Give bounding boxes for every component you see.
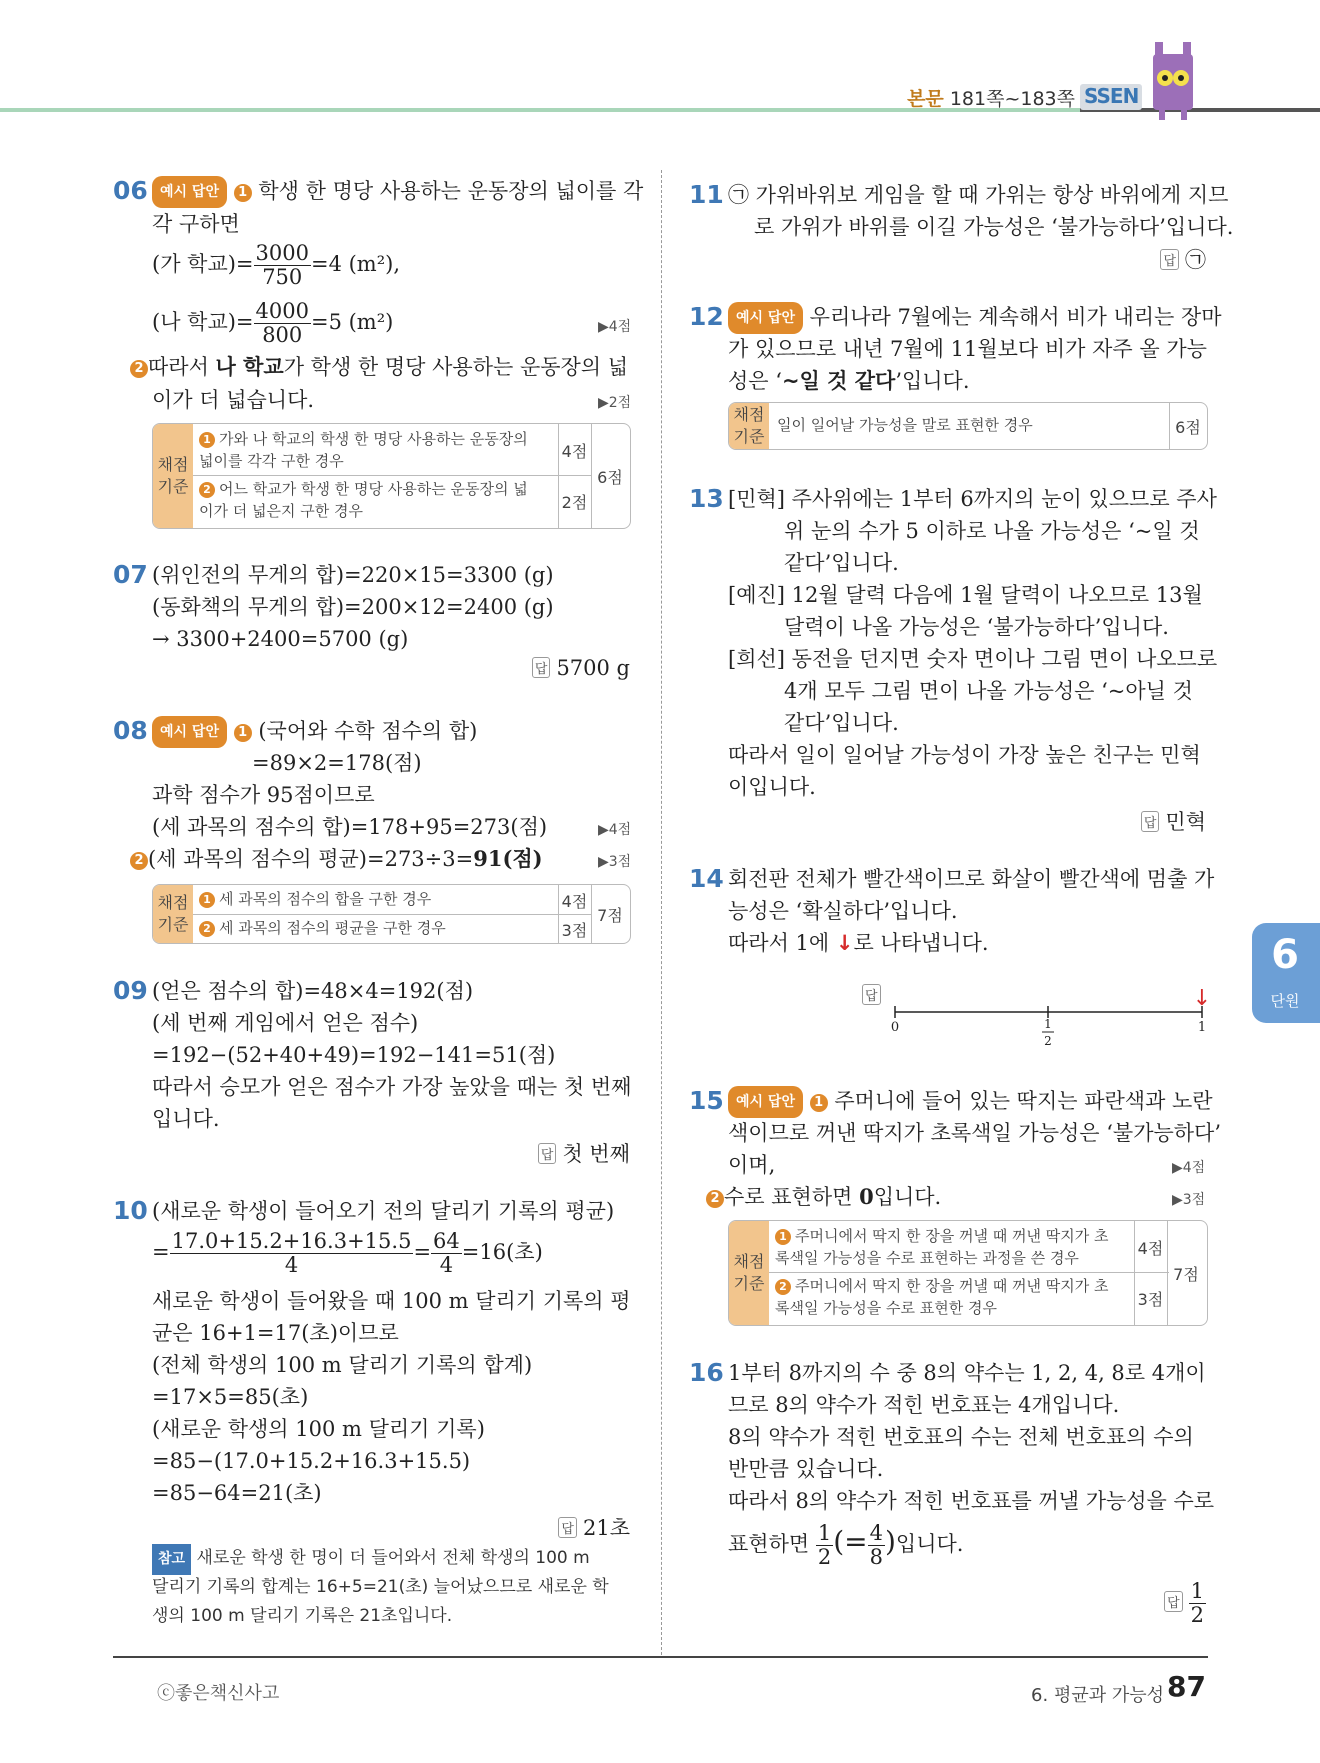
example-answer-badge: 예시 답안	[152, 176, 227, 208]
q08-line-2: =89×2=178(점)	[252, 751, 422, 775]
scoring-text: 세 과목의 점수의 합을 구한 경우	[219, 890, 432, 908]
answer-line	[532, 656, 630, 680]
scoring-text: 주머니에서 딱지 한 장을 꺼낼 때 꺼낸 딱지가 초	[795, 1227, 1109, 1245]
column-divider	[661, 170, 662, 1655]
q14-line-2: 능성은 ‘확실하다’입니다.	[728, 899, 958, 923]
question-number: 12	[689, 302, 724, 331]
row-points: 4점	[561, 442, 588, 461]
row-points: 4점	[1137, 1239, 1164, 1258]
numerator: 4000	[255, 299, 309, 323]
note-line-2: 달리기 기록의 합계는 16+5=21(초) 늘어났으므로 새로운 학	[152, 1577, 609, 1597]
answer-line	[558, 1512, 630, 1542]
scoring-text: 록색일 가능성을 수로 표현하는 과정을 쓴 경우	[775, 1249, 1079, 1267]
question-number: 15	[689, 1086, 724, 1115]
score-label-2: 기준	[733, 427, 765, 446]
q13-line-1: [민혁] 주사위에는 1부터 6까지의 눈이 있으므로 주사	[728, 487, 1217, 511]
q16-line-2: 므로 8의 약수가 적힌 번호표는 4개입니다.	[728, 1393, 1120, 1417]
marker-arrow-icon: ↓	[1192, 986, 1212, 1011]
answer-icon: 답	[1164, 1591, 1183, 1612]
q09-line-4: 따라서 승모가 얻은 점수가 가장 높았을 때는 첫 번째	[152, 1075, 632, 1099]
denominator: 750	[262, 265, 303, 290]
denominator: 8	[869, 1545, 883, 1570]
q08-line-5	[130, 844, 543, 874]
q06-l5b: 나 학교	[215, 355, 284, 379]
answer-icon: 답	[532, 657, 551, 678]
row-points: 3점	[561, 921, 588, 940]
q08-text: (국어와 수학 점수의 합)	[258, 719, 478, 743]
denominator: 800	[262, 323, 303, 348]
q10-eq-post: =16(초)	[461, 1240, 543, 1265]
row-points: 4점	[561, 892, 588, 911]
numerator: 4	[869, 1521, 883, 1545]
scoring-table	[152, 423, 631, 529]
note-badge: 참고	[152, 1544, 191, 1575]
scoring-row-2	[199, 917, 446, 939]
q06-line-2: 각 구하면	[152, 212, 240, 236]
scoring-text: 어느 학교가 학생 한 명당 사용하는 운동장의 넓	[219, 480, 528, 498]
scoring-label	[729, 403, 769, 449]
q06-na-left: (나 학교)=	[152, 310, 254, 335]
q14-line-1: 회전판 전체가 빨간색이므로 화살이 빨간색에 멈출 가	[728, 867, 1215, 891]
chapter-title: 6. 평균과 가능성	[1031, 1685, 1164, 1706]
numerator: 1	[1190, 1579, 1204, 1603]
points-marker: ▶4점	[1172, 1160, 1206, 1176]
q15-l4b: 0	[859, 1184, 874, 1209]
fraction	[1189, 1580, 1206, 1627]
total-points: 6점	[1175, 418, 1201, 437]
note-line-1	[152, 1544, 590, 1575]
q08-line-3: 과학 점수가 95점이므로	[152, 783, 375, 807]
answer-icon: 답	[1160, 249, 1179, 270]
fraction	[868, 1522, 885, 1569]
points-marker: ▶4점	[598, 822, 632, 838]
table-divider	[769, 1272, 1169, 1273]
down-arrow-icon: ↓	[835, 931, 854, 955]
q06-line-5	[130, 352, 628, 382]
answer-icon: 답	[558, 1517, 577, 1538]
q06-line-1	[152, 176, 643, 208]
q16-line-1: 1부터 8까지의 수 중 8의 약수는 1, 2, 4, 8로 4개이	[728, 1361, 1206, 1385]
tick-label-0: 0	[890, 1020, 900, 1035]
q10-line-7: (새로운 학생의 100 m 달리기 기록)	[152, 1417, 485, 1441]
answer-line	[1141, 806, 1206, 836]
q11-line-1: ㉠ 가위바위보 게임을 할 때 가위는 항상 바위에게 지므	[728, 183, 1229, 207]
denominator: 4	[439, 1253, 454, 1278]
q13-line-3: 같다’입니다.	[784, 551, 899, 575]
q15-l4c: 입니다.	[873, 1185, 942, 1209]
brand-logo: SSEN	[1084, 84, 1139, 108]
points-marker: ▶3점	[598, 854, 632, 870]
question-number: 06	[113, 176, 148, 205]
fraction	[170, 1230, 414, 1277]
equals: =	[413, 1240, 432, 1265]
q14-l3b: 로 나타냅니다.	[853, 931, 989, 955]
q06-ga-equation	[152, 242, 400, 289]
table-divider	[193, 914, 592, 915]
denominator: 4	[284, 1253, 299, 1278]
q06-text: 학생 한 명당 사용하는 운동장의 넓이를 각	[258, 179, 644, 203]
q10-line-9: =85−64=21(초)	[152, 1481, 322, 1505]
header-page-range	[907, 84, 1075, 111]
fraction	[254, 242, 311, 289]
score-label-1: 채점	[733, 1252, 765, 1271]
q09-line-3: =192−(52+40+49)=192−141=51(점)	[152, 1043, 556, 1067]
q16-line-4: 반만큼 있습니다.	[728, 1457, 884, 1481]
q08-line-4: (세 과목의 점수의 합)=178+95=273(점)	[152, 815, 548, 839]
example-answer-badge: 예시 답안	[728, 302, 803, 334]
q06-l5c: 가 학생 한 명당 사용하는 운동장의 넓	[283, 355, 629, 379]
q12-l3c: ’입니다.	[895, 369, 970, 393]
q06-ga-right: =4 (m²),	[310, 252, 400, 277]
scoring-row-1	[775, 1225, 1108, 1269]
header-range-pages: 181쪽~183쪽	[949, 88, 1075, 110]
q12-line-1	[728, 302, 1222, 334]
equals: =	[152, 1240, 170, 1265]
q09-line-2: (세 번째 게임에서 얻은 점수)	[152, 1011, 419, 1035]
tick-label-half-den: 2	[1044, 1034, 1052, 1048]
header-range-label: 본문	[907, 88, 944, 110]
score-label-2: 기준	[733, 1274, 765, 1293]
q12-l3b: ~일 것 같다	[781, 369, 896, 393]
numerator: 17.0+15.2+16.3+15.5	[171, 1229, 412, 1253]
q16-l6a: 표현하면	[728, 1532, 816, 1557]
q13-line-4: [예진] 12월 달력 다음에 1월 달력이 나오므로 13월	[728, 583, 1203, 607]
q10-equation	[152, 1230, 543, 1277]
numerator: 64	[433, 1229, 460, 1253]
chapter-tab-label: 단원	[1270, 992, 1300, 1010]
row-points: 2점	[561, 493, 588, 512]
score-label-2: 기준	[157, 477, 189, 496]
paren-open: (=	[833, 1525, 868, 1559]
q10-line-6: =17×5=85(초)	[152, 1385, 309, 1409]
question-number: 09	[113, 976, 148, 1005]
numerator: 3000	[255, 241, 309, 265]
number-line	[880, 976, 1220, 1050]
question-number: 08	[113, 716, 148, 745]
q16-line-6	[728, 1522, 963, 1569]
question-number: 16	[689, 1358, 724, 1387]
scoring-text: 이가 더 넓은지 구한 경우	[199, 502, 363, 520]
scoring-label	[153, 885, 193, 943]
answer-line	[538, 1138, 630, 1168]
q07-line-3: → 3300+2400=5700 (g)	[152, 627, 409, 651]
footer-rule	[113, 1656, 1208, 1658]
note-text: 새로운 학생 한 명이 더 들어와서 전체 학생의 100 m	[196, 1548, 590, 1568]
q13-line-2: 위 눈의 수가 5 이하로 나올 가능성은 ‘~일 것	[784, 519, 1200, 543]
fraction	[431, 1230, 462, 1277]
step-2-icon: 2	[706, 1190, 724, 1208]
points-marker: ▶3점	[1172, 1192, 1206, 1208]
score-label-1: 채점	[157, 455, 189, 474]
q09-line-5: 입니다.	[152, 1107, 220, 1131]
step-1-icon: 1	[199, 892, 215, 908]
score-label-1: 채점	[733, 405, 765, 424]
points-marker: ▶4점	[598, 319, 632, 335]
q06-l5a: 따라서	[148, 355, 216, 379]
scoring-table	[728, 1220, 1208, 1326]
chapter-tab-number: 6	[1271, 932, 1299, 978]
scoring-row-1	[199, 428, 528, 472]
q15-text: 주머니에 들어 있는 딱지는 파란색과 노란	[834, 1089, 1213, 1113]
page-number: 87	[1167, 1670, 1206, 1703]
publisher: ⓒ좋은책신사고	[157, 1683, 280, 1704]
scoring-row-2	[199, 478, 528, 522]
scoring-row-1: 일이 일어날 가능성을 말로 표현한 경우	[777, 416, 1033, 434]
q13-line-7: 4개 모두 그림 면이 나올 가능성은 ‘~아닐 것	[784, 679, 1193, 703]
answer-value: ㉠	[1185, 248, 1206, 272]
q14-l3a: 따라서 1에	[728, 931, 836, 955]
q15-line-2: 색이므로 꺼낸 딱지가 초록색일 가능성은 ‘불가능하다’	[728, 1121, 1222, 1145]
q10-line-3: 새로운 학생이 들어왔을 때 100 m 달리기 기록의 평	[152, 1289, 631, 1313]
scoring-text: 넓이를 각각 구한 경우	[199, 452, 344, 470]
total-points: 6점	[597, 468, 623, 487]
q15-line-1	[728, 1086, 1213, 1118]
fraction	[254, 300, 311, 347]
denominator: 2	[1190, 1603, 1204, 1628]
answer-value: 21초	[582, 1516, 630, 1540]
q12-l3a: 성은 ‘	[728, 369, 782, 393]
step-1-icon: 1	[199, 432, 215, 448]
q12-line-2: 가 있으므로 내년 7월에 11월보다 비가 자주 올 가능	[728, 337, 1207, 361]
q06-line-6: 이가 더 넓습니다.	[152, 388, 315, 412]
q10-line-1: (새로운 학생이 들어오기 전의 달리기 기록의 평균)	[152, 1199, 615, 1223]
scoring-table	[728, 402, 1208, 450]
total-points: 7점	[1173, 1265, 1199, 1284]
step-2-icon: 2	[130, 360, 148, 378]
step-2-icon: 2	[199, 482, 215, 498]
step-1-icon: 1	[234, 184, 252, 202]
step-2-icon: 2	[775, 1279, 791, 1295]
q08-line-1	[152, 716, 477, 748]
answer-value: 5700 g	[556, 656, 630, 680]
answer-icon: 답	[538, 1143, 557, 1164]
q13-line-10: 이입니다.	[728, 775, 816, 799]
total-points: 7점	[597, 906, 623, 925]
q09-line-1: (얻은 점수의 합)=48×4=192(점)	[152, 979, 474, 1003]
scoring-row-1	[199, 888, 431, 910]
step-1-icon: 1	[234, 724, 252, 742]
q16-l6b: 입니다.	[895, 1532, 964, 1557]
q07-line-1: (위인전의 무게의 합)=220×15=3300 (g)	[152, 563, 554, 587]
scoring-text: 가와 나 학교의 학생 한 명당 사용하는 운동장의	[219, 430, 528, 448]
scoring-text: 주머니에서 딱지 한 장을 꺼낼 때 꺼낸 딱지가 초	[795, 1277, 1109, 1295]
answer-line	[1164, 1580, 1206, 1627]
q14-line-3	[728, 928, 989, 958]
scoring-label	[153, 424, 193, 528]
example-answer-badge: 예시 답안	[728, 1086, 803, 1118]
q11-line-2: 로 가위가 바위를 이길 가능성은 ‘불가능하다’입니다.	[754, 215, 1234, 239]
question-number: 07	[113, 560, 148, 589]
question-number: 10	[113, 1196, 148, 1225]
q08-l5b: 91(점)	[473, 846, 543, 871]
q12-line-3	[728, 366, 970, 396]
answer-value: 첫 번째	[562, 1142, 630, 1166]
q16-line-5: 따라서 8의 약수가 적힌 번호표를 꺼낼 가능성을 수로	[728, 1489, 1215, 1513]
tick-label-half-num: 1	[1044, 1017, 1052, 1031]
scoring-text: 세 과목의 점수의 평균을 구한 경우	[219, 919, 446, 937]
q10-line-5: (전체 학생의 100 m 달리기 기록의 합계)	[152, 1353, 533, 1377]
q06-na-equation	[152, 300, 393, 347]
answer-icon: 답	[1141, 811, 1160, 832]
q16-line-3: 8의 약수가 적힌 번호표의 수는 전체 번호표의 수의	[728, 1425, 1194, 1449]
table-divider	[193, 475, 592, 476]
score-label-2: 기준	[157, 915, 189, 934]
paren-close: )	[884, 1525, 896, 1559]
step-1-icon: 1	[775, 1229, 791, 1245]
step-2-icon: 2	[199, 921, 215, 937]
row-points: 3점	[1137, 1290, 1164, 1309]
q06-ga-left: (가 학교)=	[152, 252, 254, 277]
answer-line	[1160, 244, 1206, 274]
score-label-1: 채점	[157, 893, 189, 912]
q10-line-4: 균은 16+1=17(초)이므로	[152, 1321, 399, 1345]
step-2-icon: 2	[130, 852, 148, 870]
points-marker: ▶2점	[598, 395, 632, 411]
step-1-icon: 1	[810, 1094, 828, 1112]
q15-l4a: 수로 표현하면	[724, 1185, 860, 1209]
q12-text: 우리나라 7월에는 계속해서 비가 내리는 장마	[809, 305, 1222, 329]
question-number: 11	[689, 180, 724, 209]
scoring-table	[152, 884, 631, 944]
scoring-text: 록색일 가능성을 수로 표현한 경우	[775, 1299, 997, 1317]
mascot-icon	[1145, 40, 1201, 122]
answer-value: 민혁	[1165, 810, 1206, 834]
q13-line-8: 같다’입니다.	[784, 711, 899, 735]
q13-line-9: 따라서 일이 일어날 가능성이 가장 높은 친구는 민혁	[728, 743, 1201, 767]
q08-l5a: (세 과목의 점수의 평균)=273÷3=	[148, 847, 474, 871]
scoring-label	[729, 1221, 769, 1325]
denominator: 2	[817, 1545, 832, 1570]
question-number: 14	[689, 864, 724, 893]
q10-line-8: =85−(17.0+15.2+16.3+15.5)	[152, 1449, 471, 1473]
scoring-row-2	[775, 1275, 1108, 1319]
example-answer-badge: 예시 답안	[152, 716, 227, 748]
q15-line-3: 이며,	[728, 1153, 776, 1177]
note-line-3: 생의 100 m 달리기 기록은 21초입니다.	[152, 1606, 453, 1626]
q13-line-5: 달력이 나올 가능성은 ‘불가능하다’입니다.	[784, 615, 1169, 639]
tick-label-1: 1	[1197, 1020, 1207, 1035]
q15-line-4	[706, 1182, 941, 1212]
q07-line-2: (동화책의 무게의 합)=200×12=2400 (g)	[152, 595, 554, 619]
answer-label: 답	[862, 984, 881, 1005]
q13-line-6: [희선] 동전을 던지면 숫자 면이나 그림 면이 나오므로	[728, 647, 1218, 671]
q06-na-right: =5 (m²)	[310, 310, 394, 335]
question-number: 13	[689, 484, 724, 513]
fraction	[816, 1522, 833, 1569]
numerator: 1	[817, 1521, 832, 1545]
